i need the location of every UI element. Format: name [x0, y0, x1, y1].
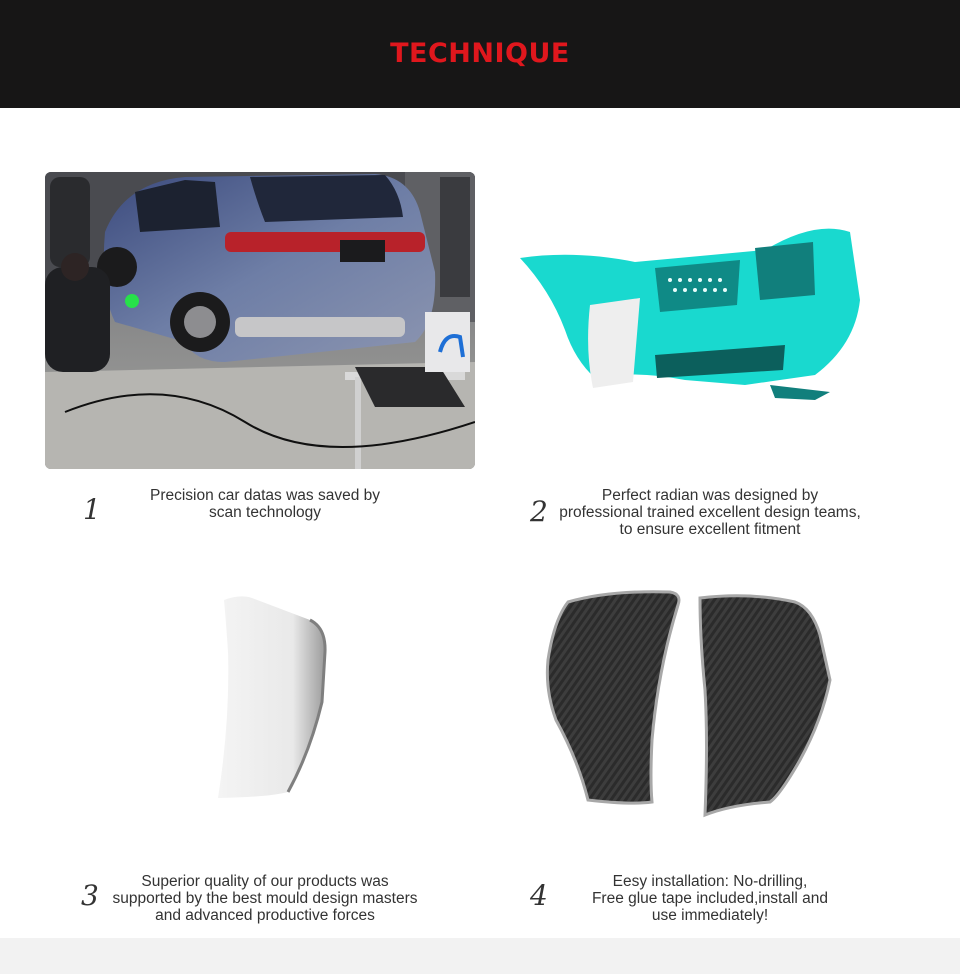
caption-line: scan technology — [208, 504, 322, 521]
caption-line: Perfect radian was designed by — [601, 487, 819, 504]
caption-line: Superior quality of our products was — [141, 873, 389, 890]
page-title: TECHNIQUE — [390, 38, 570, 69]
caption-line: professional trained excellent design teams, — [559, 504, 861, 521]
3d-scan-render — [515, 210, 865, 410]
caption-line: supported by the best mould design masters — [112, 890, 418, 907]
step-caption-3 — [100, 873, 430, 924]
step-number-4: 4 — [530, 879, 548, 912]
step-number-1: 1 — [83, 493, 101, 526]
white-mould-part — [210, 592, 335, 802]
caption-line: Eesy installation: No-drilling, — [612, 873, 808, 890]
footer-strip — [0, 938, 960, 974]
step-number-3: 3 — [81, 879, 99, 912]
caption-line: use immediately! — [651, 907, 769, 924]
caption-line: Free glue tape included,install and — [591, 890, 829, 907]
car-scanning-photo — [45, 172, 475, 469]
step-number-2: 2 — [530, 495, 548, 528]
caption-line: and advanced productive forces — [155, 907, 375, 924]
step-caption-1 — [115, 487, 415, 521]
step-caption-4 — [565, 873, 855, 924]
step-caption-2 — [550, 487, 870, 538]
carbon-fiber-parts — [540, 590, 840, 820]
caption-line: Precision car datas was saved by — [149, 487, 381, 504]
header-bar — [0, 0, 960, 108]
caption-line: to ensure excellent fitment — [619, 521, 801, 538]
